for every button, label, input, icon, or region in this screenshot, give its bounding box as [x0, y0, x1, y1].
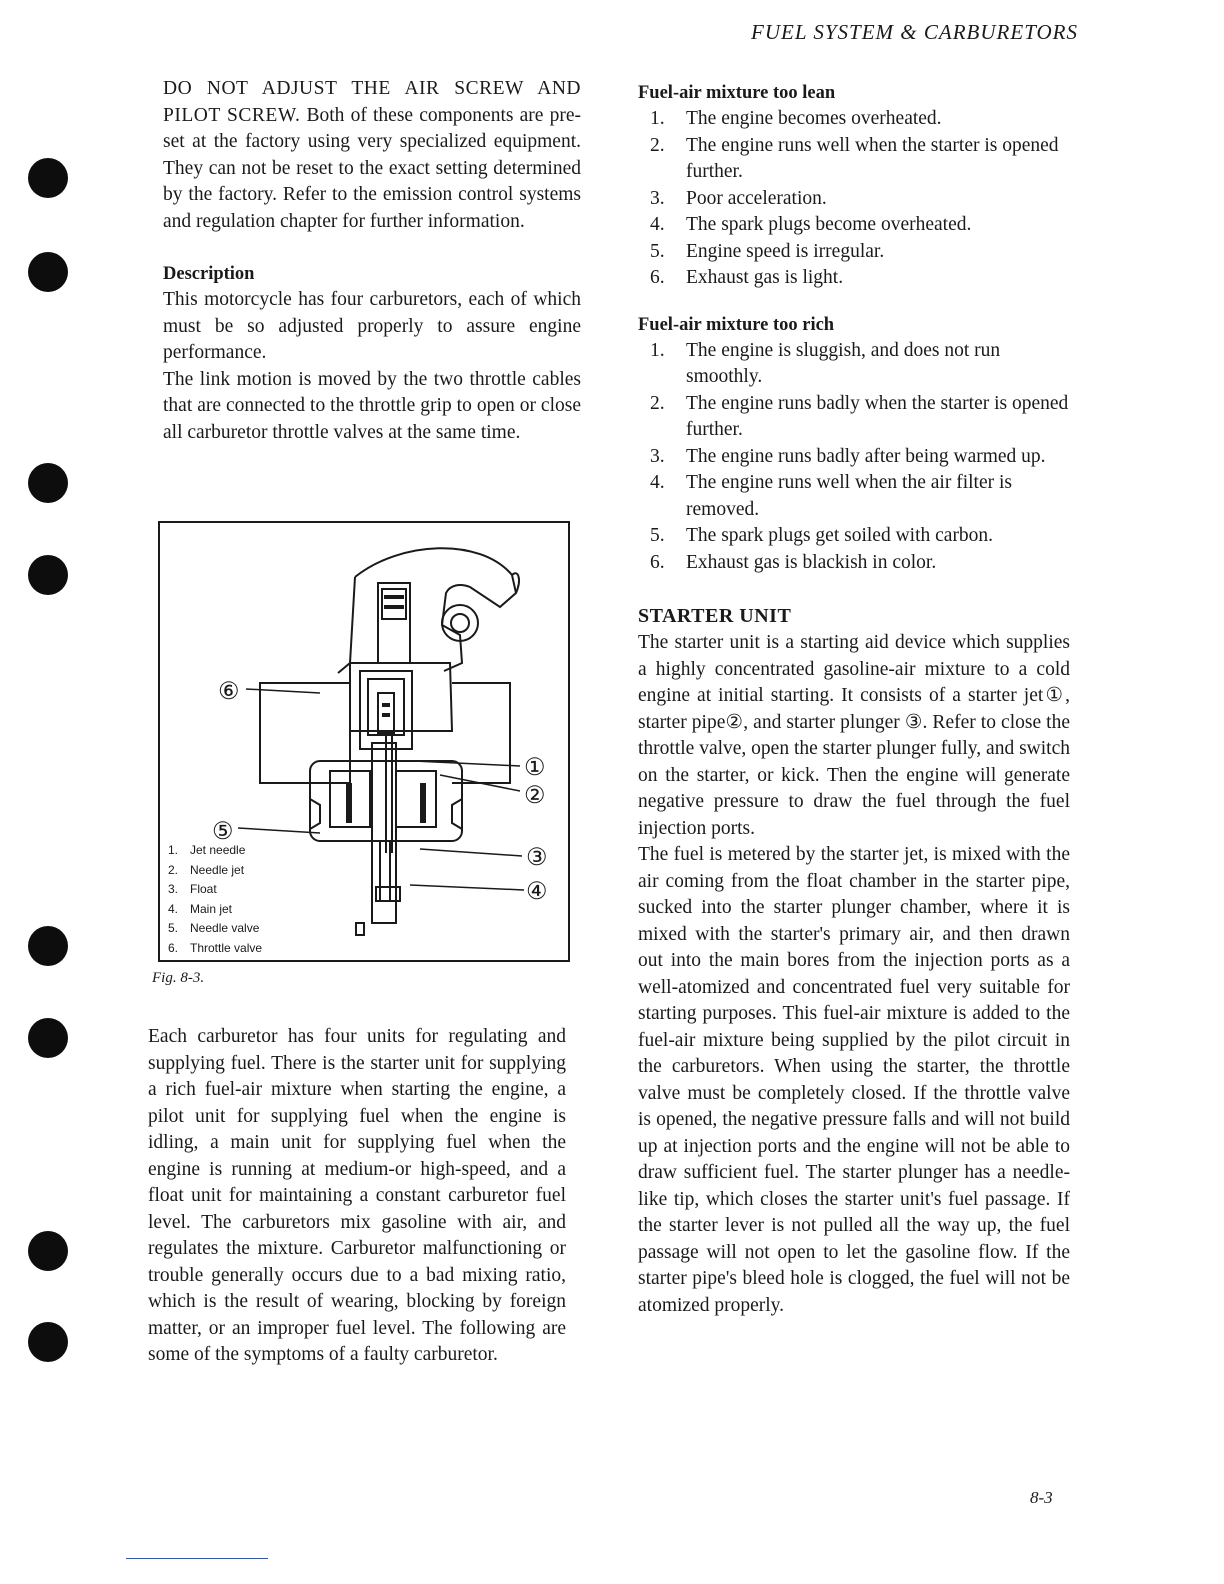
callout-2: ② — [524, 783, 546, 809]
warning-paragraph — [163, 76, 581, 235]
starter-paragraph-1: The starter unit is a starting aid device which supplies a highly concentrated gasoline-air mixture to a cold engine at initial starting. It consists of a starter jet①, starter pipe②, and starter plunger ③. Refer to close the throttle valve, open the starter plunger fully, and switch on the starter, or kick. Then the engine will generate negative pressure to draw the fuel through the fuel injection ports. — [638, 632, 1070, 839]
list-item: 5. Engine speed is irregular. — [650, 240, 885, 262]
carburetor-units-paragraph: Each carburetor has four units for regulating and supplying fuel. There is the starter unit for supplying a rich fuel-air mixture when starting the engine, a pilot unit for supplying fuel when the engine is idling, a main unit for supplying fuel when the engine is running at medium-or high-speed, and a float unit for maintaining a constant carburetor fuel level. The carburetors mix gasoline with air, and regulates the mixture. Carburetor malfunctioning or trouble generally occurs due to a bad mixing ratio, which is the result of wearing, blocking by foreign matter, or an improper fuel level. The following are some of the symptoms of a faulty carburetor. — [148, 1026, 566, 1365]
footer-rule — [126, 1558, 268, 1559]
left-column — [163, 76, 581, 446]
legend-item: 1. Jet needle — [168, 843, 246, 857]
list-item: 4. The spark plugs become overheated. — [650, 214, 972, 235]
figure-legend — [168, 841, 262, 958]
rich-heading: Fuel-air mixture too rich — [638, 314, 835, 335]
list-item: 3. The engine runs badly after being warmed up. — [650, 445, 1046, 467]
list-item: 3. Poor acceleration. — [650, 187, 827, 209]
running-header: FUEL SYSTEM & CARBURETORS — [751, 20, 1078, 44]
list-item: 5. The spark plugs get soiled with carbon. — [650, 525, 994, 546]
callout-6: ⑥ — [218, 679, 240, 705]
legend-item: 6. Throttle valve — [168, 940, 263, 955]
figure-caption: Fig. 8-3. — [152, 970, 205, 986]
right-column — [638, 80, 1070, 1319]
warning-body: Both of these components are pre-set at the factory using very specialized equipment. They can not be reset to the exact setting determined by the factory. Refer to the emission control systems and regulation chapter for further information. — [163, 104, 582, 232]
description-paragraph-1: This motorcycle has four carburetors, each of which must be so adjusted properly to assure engine performance. — [163, 289, 581, 363]
legend-item: 5. Needle valve — [168, 921, 260, 935]
starter-unit-heading: STARTER UNIT — [638, 605, 792, 627]
binder-hole — [28, 555, 68, 595]
list-item: 6. Exhaust gas is blackish in color. — [650, 551, 937, 573]
starter-paragraph-2: The fuel is metered by the starter jet, is mixed with the air coming from the float chamber in the starter pipe, sucked into the starter plunger chamber, where it is mixed with the starter's primary air, and then drawn out into the main bores from the injection ports as a well-atomized and concentrated fuel very suitable for starting purposes. This fuel-air mixture is added to the fuel-air mixture being supplied by the pilot circuit in the carburetors. When using the starter, the throttle valve must be completely closed. If the throttle valve is opened, the negative pressure falls and will not build up at injection ports and the engine will not be able to draw sufficient fuel. The starter plunger has a needle-like tip, which closes the starter unit's fuel passage. If the starter lever is not pulled all the way up, the fuel passage will not open to let the gasoline flow. If the starter pipe's bleed hole is clogged, the fuel will not be atomized properly. — [638, 844, 1070, 1316]
list-item: 1. The engine is sluggish, and does not run smoothly. — [650, 339, 1001, 387]
description-paragraph-2: The link motion is moved by the two throttle cables that are connected to the throttle grip to open or close all carburetor throttle valves at the same time. — [163, 368, 581, 443]
legend-item: 2. Needle jet — [168, 862, 245, 877]
binder-hole — [28, 158, 68, 198]
binder-hole — [28, 926, 68, 966]
binder-hole — [28, 463, 68, 503]
lean-heading: Fuel-air mixture too lean — [638, 83, 836, 103]
left-column-lower — [148, 1024, 566, 1369]
list-item: 6. Exhaust gas is light. — [650, 267, 844, 288]
list-item: 1. The engine becomes overheated. — [650, 108, 942, 129]
list-item: 2. The engine runs well when the starter is opened further. — [650, 134, 1059, 182]
callout-1: ① — [524, 755, 546, 781]
binder-hole — [28, 1322, 68, 1362]
carburetor-figure — [158, 521, 570, 962]
callout-4: ④ — [526, 879, 548, 905]
legend-item: 3. Float — [168, 882, 217, 896]
description-heading: Description — [163, 264, 255, 284]
list-item: 2. The engine runs badly when the starter is opened further. — [650, 392, 1069, 440]
binder-hole — [28, 1231, 68, 1271]
rich-symptom-list — [638, 338, 1070, 577]
binder-hole — [28, 1018, 68, 1058]
callout-5: ⑤ — [212, 819, 234, 845]
lean-symptom-list — [638, 106, 1070, 292]
list-item: 4. The engine runs well when the air filter is removed. — [650, 472, 1012, 520]
page-number: 8-3 — [1030, 1488, 1053, 1507]
callout-3: ③ — [526, 845, 548, 871]
binder-hole — [28, 252, 68, 292]
legend-item: 4. Main jet — [168, 901, 233, 916]
warning-caps: DO NOT ADJUST THE AIR SCREW AND PILOT SCREW. — [163, 78, 581, 126]
